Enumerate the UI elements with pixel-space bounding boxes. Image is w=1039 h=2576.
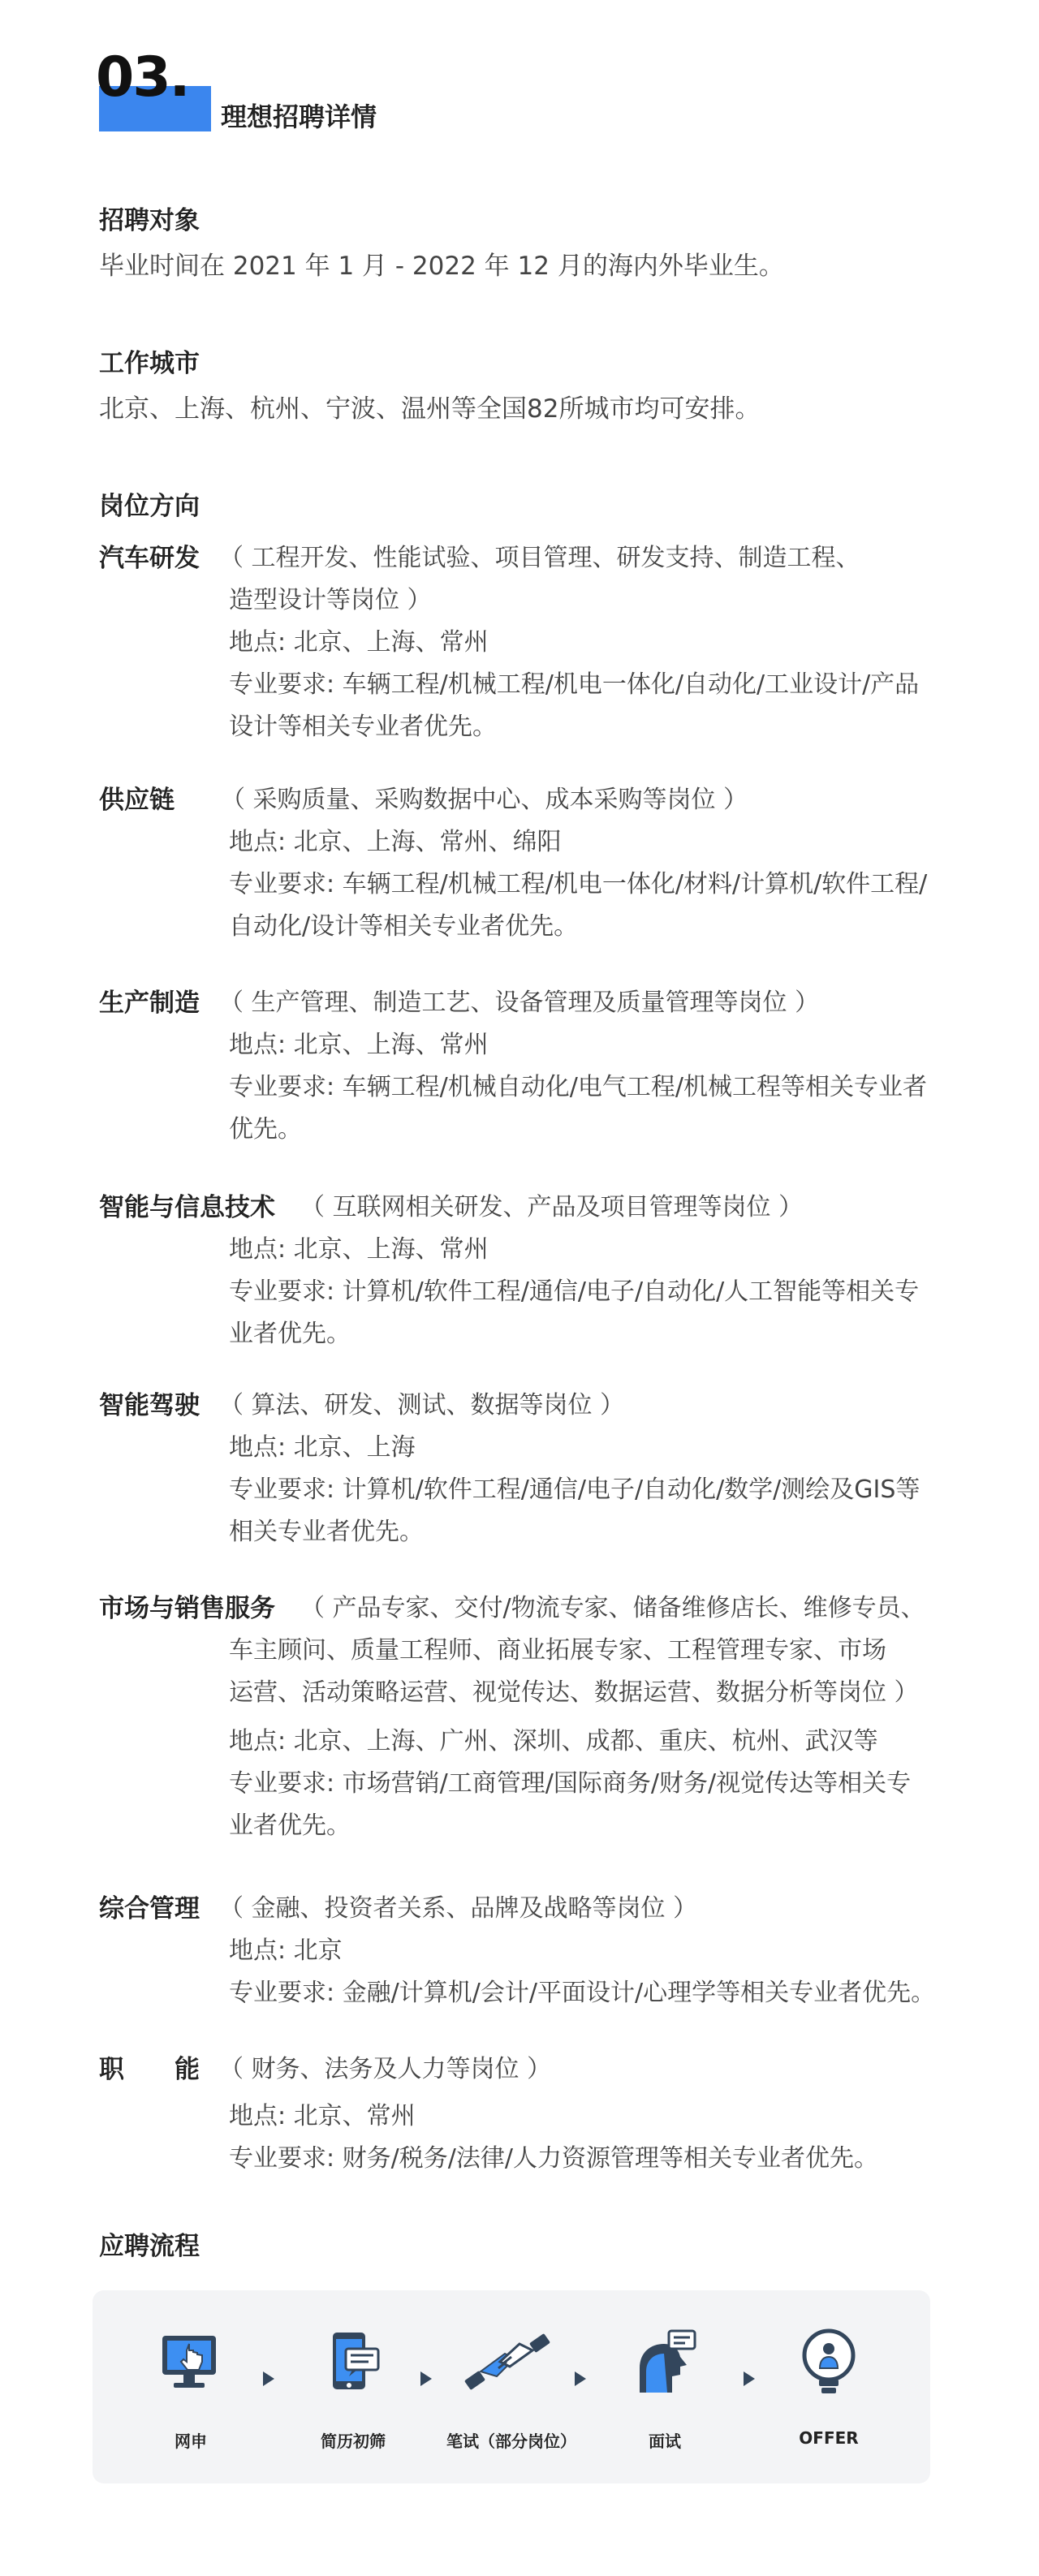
- category-name: 综合管理: [99, 1894, 200, 1923]
- phone-chat-icon: [317, 2326, 390, 2399]
- handshake-icon: [463, 2326, 552, 2399]
- category-req-cont: 自动化/设计等相关专业者优先。: [229, 912, 579, 941]
- category-desc-cont: 造型设计等岗位 ）: [229, 586, 432, 614]
- category-desc-cont: 运营、活动策略运营、视觉传达、数据运营、数据分析等岗位 ）: [229, 1678, 919, 1707]
- category-desc: （ 金融、投资者关系、品牌及战略等岗位 ）: [219, 1894, 698, 1923]
- category-req: 专业要求: 市场营销/工商管理/国际商务/财务/视觉传达等相关专: [229, 1769, 912, 1798]
- category-desc: （ 互联网相关研发、产品及项目管理等岗位 ）: [300, 1193, 804, 1221]
- category-location: 地点: 北京、上海、常州、绵阳: [229, 828, 562, 856]
- positions-heading: 岗位方向: [99, 492, 200, 521]
- step-arrow-icon: [575, 2371, 586, 2386]
- category-location: 地点: 北京、上海、广州、深圳、成都、重庆、杭州、武汉等: [229, 1727, 878, 1755]
- category-intelligent-it: [99, 1187, 959, 1355]
- cities-text: 北京、上海、杭州、宁波、温州等全国82所城市均可安排。: [99, 394, 761, 424]
- process-heading: 应聘流程: [99, 2232, 200, 2261]
- category-req: 专业要求: 计算机/软件工程/通信/电子/自动化/数学/测绘及GIS等: [229, 1475, 920, 1504]
- category-location: 地点: 北京: [229, 1936, 343, 1965]
- category-req: 专业要求: 车辆工程/机械工程/机电一体化/自动化/工业设计/产品: [229, 670, 920, 699]
- cities-heading: 工作城市: [99, 349, 200, 378]
- category-location: 地点: 北京、上海、常州: [229, 1031, 489, 1059]
- target-text: 毕业时间在 2021 年 1 月 - 2022 年 12 月的海内外毕业生。: [99, 252, 784, 281]
- step-label: 网申: [175, 2432, 207, 2451]
- category-name: 汽车研发: [99, 544, 200, 573]
- category-name: 智能与信息技术: [99, 1193, 275, 1222]
- category-name: 市场与销售服务: [99, 1594, 275, 1623]
- category-manufacturing: [99, 982, 959, 1151]
- category-location: 地点: 北京、上海、常州: [229, 1235, 489, 1264]
- step-arrow-icon: [744, 2371, 755, 2386]
- category-name: 职 能: [99, 2055, 200, 2084]
- step-arrow-icon: [263, 2371, 274, 2386]
- category-name: 生产制造: [99, 989, 200, 1018]
- step-arrow-icon: [420, 2371, 432, 2386]
- target-heading: 招聘对象: [99, 206, 200, 235]
- lightbulb-person-icon: [792, 2326, 865, 2399]
- step-written-test: [446, 2326, 576, 2472]
- section-header: [96, 45, 586, 143]
- category-name: 供应链: [99, 786, 175, 815]
- category-desc-cont: 车主顾问、质量工程师、商业拓展专家、工程管理专家、市场: [229, 1636, 886, 1665]
- category-location: 地点: 北京、常州: [229, 2102, 416, 2130]
- step-label: 简历初筛: [321, 2432, 386, 2451]
- category-req: 专业要求: 计算机/软件工程/通信/电子/自动化/人工智能等相关专: [229, 1277, 920, 1306]
- category-desc: （ 算法、研发、测试、数据等岗位 ）: [219, 1391, 625, 1419]
- category-autonomous-driving: [99, 1385, 959, 1553]
- category-req-cont: 设计等相关专业者优先。: [229, 713, 497, 741]
- step-label: 面试: [649, 2432, 681, 2451]
- category-general-management: [99, 1888, 959, 2014]
- step-offer: [768, 2326, 890, 2472]
- section-title: 理想招聘详情: [221, 101, 377, 132]
- category-marketing-sales: [99, 1587, 959, 1847]
- category-req: 专业要求: 金融/计算机/会计/平面设计/心理学等相关专业者优先。: [229, 1979, 936, 2007]
- category-req: 专业要求: 财务/税务/法律/人力资源管理等相关专业者优先。: [229, 2144, 878, 2173]
- category-desc: （ 产品专家、交付/物流专家、储备维修店长、维修专员、: [300, 1594, 925, 1622]
- head-chat-icon: [628, 2326, 701, 2399]
- category-req-cont: 优先。: [229, 1115, 302, 1144]
- category-req-cont: 业者优先。: [229, 1320, 351, 1348]
- category-req: 专业要求: 车辆工程/机械自动化/电气工程/机械工程等相关专业者: [229, 1073, 927, 1101]
- category-desc: （ 财务、法务及人力等岗位 ）: [219, 2055, 552, 2083]
- step-resume-screening: [292, 2326, 414, 2472]
- step-interview: [604, 2326, 726, 2472]
- category-desc: （ 采购质量、采购数据中心、成本采购等岗位 ）: [221, 786, 748, 814]
- category-name: 智能驾驶: [99, 1391, 200, 1420]
- category-functions: [99, 2048, 959, 2180]
- section-number: 03.: [96, 45, 189, 110]
- category-location: 地点: 北京、上海: [229, 1433, 416, 1462]
- process-panel: [93, 2290, 930, 2483]
- category-auto-rd: [99, 537, 959, 748]
- category-desc: （ 生产管理、制造工艺、设备管理及质量管理等岗位 ）: [219, 989, 820, 1017]
- category-supply-chain: [99, 779, 959, 948]
- step-label: OFFER: [799, 2428, 859, 2448]
- category-req-cont: 业者优先。: [229, 1811, 351, 1840]
- step-online-apply: [130, 2326, 252, 2472]
- step-label: 笔试（部分岗位）: [446, 2432, 576, 2451]
- category-desc: （ 工程开发、性能试验、项目管理、研发支持、制造工程、: [219, 544, 860, 572]
- category-location: 地点: 北京、上海、常州: [229, 628, 489, 657]
- computer-hand-icon: [154, 2326, 227, 2399]
- category-req: 专业要求: 车辆工程/机械工程/机电一体化/材料/计算机/软件工程/: [229, 870, 928, 898]
- category-req-cont: 相关专业者优先。: [229, 1518, 424, 1546]
